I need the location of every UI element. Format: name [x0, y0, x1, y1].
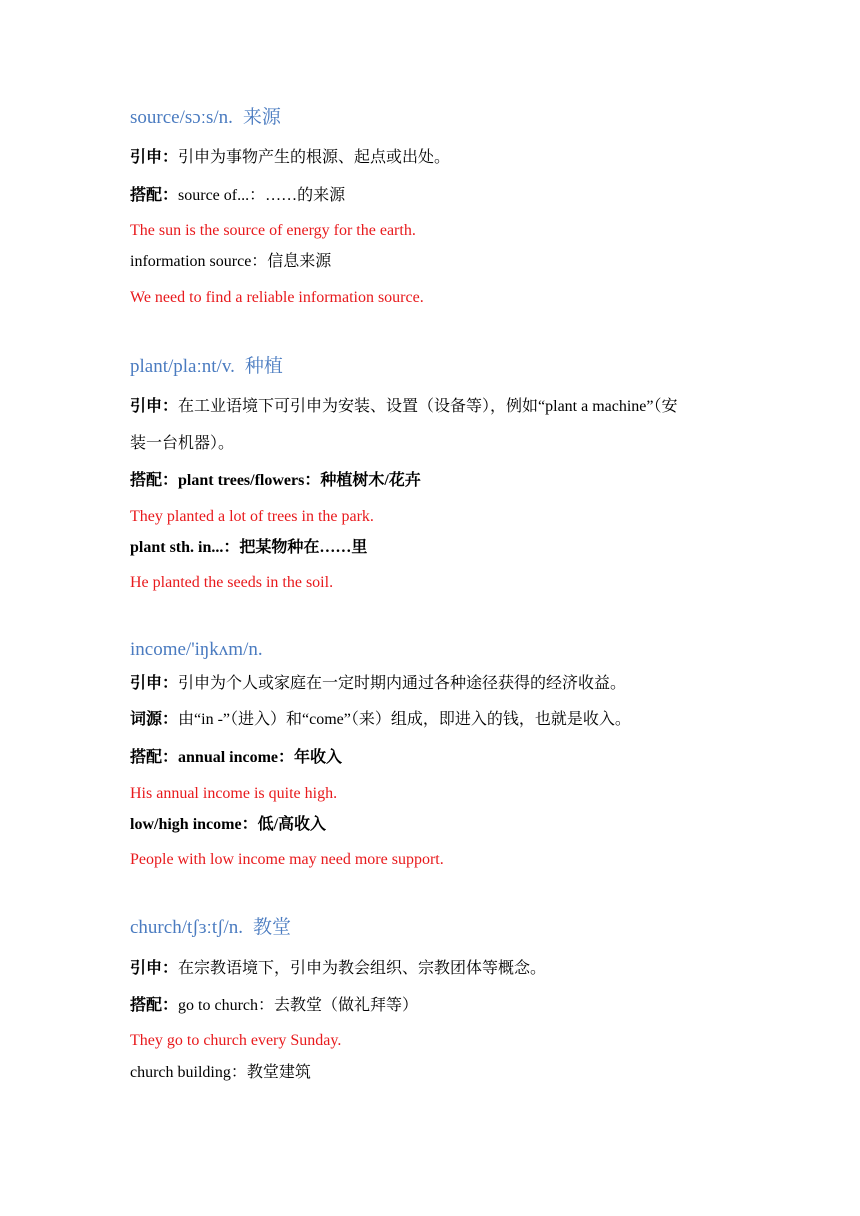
extension-text: 引申为事物产生的根源、起点或出处。	[178, 149, 451, 166]
example-sentence: We need to find a reliable information source.	[130, 289, 424, 306]
extension-label: 引申：	[130, 149, 179, 166]
collocation-line: church building：教堂建筑	[130, 1064, 311, 1081]
extension-line	[130, 959, 546, 979]
collocation-line	[130, 748, 342, 768]
headword-meaning: 来源	[242, 107, 281, 128]
extension-line	[130, 397, 678, 417]
collocation-label: 搭配：	[130, 472, 179, 489]
headword-text: church/tʃɜːtʃ/n.	[130, 917, 243, 938]
example-sentence: People with low income may need more support.	[130, 851, 444, 868]
entry-headword	[130, 106, 281, 130]
collocation-line	[130, 996, 418, 1016]
headword-text: source/sɔːs/n.	[130, 107, 233, 128]
etymology-text: 由“in -”（进入）和“come”（来）组成，即进入的钱，也就是收入。	[178, 711, 631, 728]
collocation-line: information source：信息来源	[130, 253, 332, 270]
collocation-line: low/high income：低/高收入	[130, 816, 327, 833]
extension-label: 引申：	[130, 675, 179, 692]
etymology-line	[130, 710, 631, 730]
collocation-text: source of...：……的来源	[178, 187, 346, 204]
extension-text: 在宗教语境下，引申为教会组织、宗教团体等概念。	[178, 960, 547, 977]
extension-line	[130, 674, 626, 694]
entry-headword	[130, 638, 263, 662]
example-sentence: He planted the seeds in the soil.	[130, 574, 334, 591]
collocation-text: go to church：去教堂（做礼拜等）	[178, 997, 418, 1014]
example-sentence: His annual income is quite high.	[130, 785, 338, 802]
example-sentence: They go to church every Sunday.	[130, 1032, 342, 1049]
collocation-line	[130, 186, 345, 206]
collocation-label: 搭配：	[130, 997, 179, 1014]
extension-line	[130, 148, 450, 168]
extension-text: 引申为个人或家庭在一定时期内通过各种途径获得的经济收益。	[178, 675, 627, 692]
example-sentence: The sun is the source of energy for the earth.	[130, 222, 416, 239]
extension-text: 在工业语境下可引申为安装、设置（设备等），例如“plant a machine”（安	[178, 398, 678, 415]
collocation-text: plant trees/flowers：种植树木/花卉	[178, 472, 421, 489]
collocation-line	[130, 471, 421, 491]
collocation-line: plant sth. in...：把某物种在……里	[130, 539, 368, 556]
extension-label: 引申：	[130, 960, 179, 977]
example-sentence: They planted a lot of trees in the park.	[130, 508, 374, 525]
extension-label: 引申：	[130, 398, 179, 415]
collocation-label: 搭配：	[130, 749, 179, 766]
headword-text: plant/plaːnt/v.	[130, 356, 235, 377]
collocation-label: 搭配：	[130, 187, 179, 204]
extension-line-continued: 装一台机器）。	[130, 435, 235, 452]
etymology-label: 词源：	[130, 711, 179, 728]
headword-text: income/'iŋkʌm/n.	[130, 639, 263, 660]
entry-headword	[130, 355, 283, 379]
headword-meaning: 种植	[244, 356, 283, 377]
headword-meaning: 教堂	[252, 917, 291, 938]
entry-headword	[130, 916, 291, 940]
collocation-text: annual income：年收入	[178, 749, 343, 766]
